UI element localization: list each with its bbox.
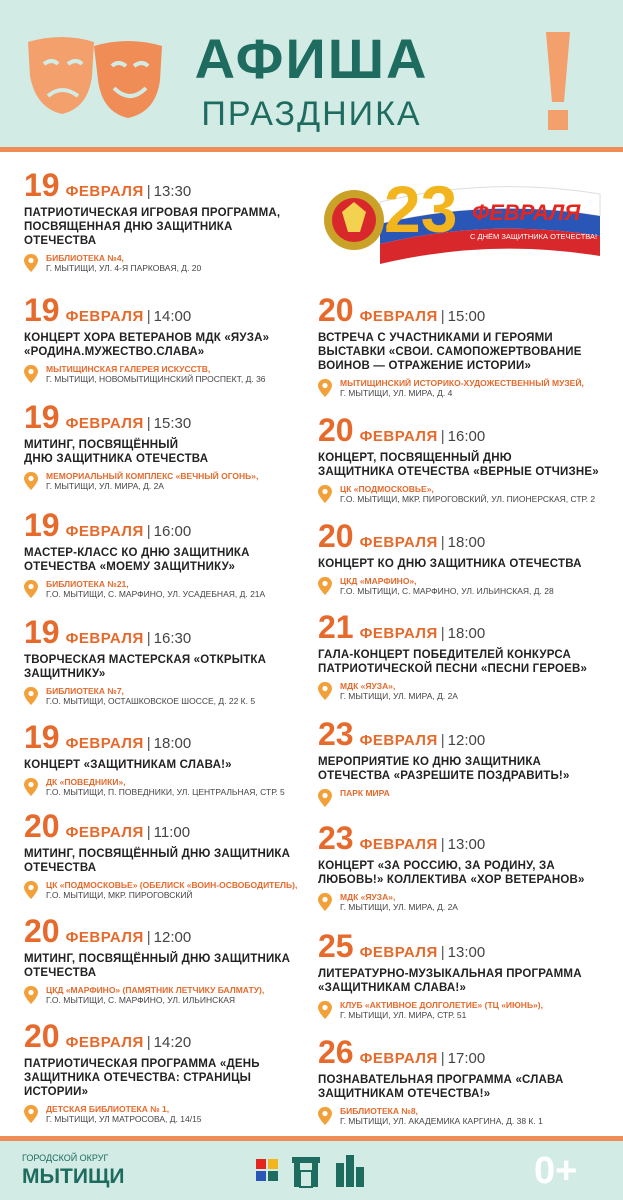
event-month: ФЕВРАЛЯ bbox=[65, 415, 144, 432]
date-separator: | bbox=[146, 1034, 151, 1051]
event-location bbox=[318, 1000, 608, 1020]
event-time: 11:00 bbox=[153, 824, 191, 841]
location-pin-icon bbox=[318, 893, 332, 911]
location-pin-icon bbox=[24, 580, 38, 598]
event-venue: ЦК «ПОДМОСКОВЬЕ» (ОБЕЛИСК «ВОИН-ОСВОБОДИТЕЛЬ), bbox=[46, 880, 298, 890]
event-day: 20 bbox=[318, 518, 354, 554]
event-venue: ЦКД «МАРФИНО» (ПАМЯТНИК ЛЕТЧИКУ БАЛМАТУ), bbox=[46, 985, 265, 995]
location-pin-icon bbox=[318, 1107, 332, 1125]
location-pin-icon bbox=[24, 778, 38, 796]
event-venue: БИБЛИОТЕКА №21, bbox=[46, 579, 129, 589]
event-location bbox=[24, 985, 312, 1005]
date-separator: | bbox=[440, 836, 445, 853]
date-separator: | bbox=[146, 735, 151, 752]
event-location bbox=[24, 1104, 312, 1124]
date-separator: | bbox=[440, 428, 445, 445]
location-pin-icon bbox=[318, 379, 332, 397]
event-month: ФЕВРАЛЯ bbox=[65, 1034, 144, 1051]
partner-logos-icon bbox=[256, 1149, 368, 1193]
event-venue: БИБЛИОТЕКА №8, bbox=[340, 1106, 418, 1116]
logo-caption: ГОРОДСКОЙ ОКРУГ bbox=[22, 1153, 109, 1163]
event-venue: ДК «ПОВЕДНИКИ», bbox=[46, 777, 126, 787]
event-month: ФЕВРАЛЯ bbox=[65, 735, 144, 752]
event-venue: БИБЛИОТЕКА №4, bbox=[46, 253, 124, 263]
event-month: ФЕВРАЛЯ bbox=[65, 523, 144, 540]
event-day: 20 bbox=[318, 412, 354, 448]
event-item bbox=[24, 1019, 312, 1124]
event-venue: МЫТИЩИНСКАЯ ГАЛЕРЕЯ ИСКУССТВ, bbox=[46, 364, 211, 374]
event-day: 21 bbox=[318, 609, 354, 645]
footer bbox=[0, 1141, 623, 1200]
event-month: ФЕВРАЛЯ bbox=[359, 308, 438, 325]
event-location bbox=[24, 253, 312, 273]
date-separator: | bbox=[440, 534, 445, 551]
date-separator: | bbox=[146, 630, 151, 647]
location-pin-icon bbox=[24, 986, 38, 1004]
event-item bbox=[318, 519, 608, 596]
event-title: КОНЦЕРТ «ЗАЩИТНИКАМ СЛАВА!» bbox=[24, 759, 232, 771]
event-time: 18:00 bbox=[153, 735, 192, 752]
feb23-banner bbox=[320, 172, 602, 268]
event-month: ФЕВРАЛЯ bbox=[65, 630, 144, 647]
event-month: ФЕВРАЛЯ bbox=[359, 428, 438, 445]
event-date bbox=[318, 717, 608, 751]
event-address: Г. МЫТИЩИ, УЛ. МИРА, Д. 2А bbox=[340, 691, 458, 701]
event-title: КОНЦЕРТ, ПОСВЯЩЕННЫЙ ДНЮ ЗАЩИТНИКА ОТЕЧЕСТВА «ВЕРНЫЕ ОТЧИЗНЕ» bbox=[318, 452, 599, 478]
event-address: Г. МЫТИЩИ, УЛ. МИРА, СТР. 51 bbox=[340, 1010, 467, 1020]
event-location bbox=[24, 880, 312, 900]
event-location bbox=[24, 686, 312, 706]
event-item bbox=[24, 809, 312, 900]
event-date bbox=[24, 400, 312, 434]
event-date bbox=[24, 615, 312, 649]
event-day: 25 bbox=[318, 928, 354, 964]
event-month: ФЕВРАЛЯ bbox=[359, 836, 438, 853]
location-pin-icon bbox=[24, 881, 38, 899]
event-title: МИТИНГ, ПОСВЯЩЁННЫЙ ДНЮ ЗАЩИТНИКА ОТЕЧЕСТВА bbox=[24, 953, 291, 979]
event-day: 20 bbox=[24, 1018, 60, 1054]
event-month: ФЕВРАЛЯ bbox=[65, 824, 144, 841]
event-item bbox=[24, 914, 312, 1005]
event-item bbox=[318, 1035, 608, 1126]
event-address: Г.О. МЫТИЩИ, С. МАРФИНО, УЛ. ИЛЬИНСКАЯ bbox=[46, 995, 236, 1005]
location-pin-icon bbox=[318, 1001, 332, 1019]
event-day: 19 bbox=[24, 292, 60, 328]
event-item bbox=[318, 610, 608, 701]
banner-number: 23 bbox=[384, 172, 458, 246]
page-title: АФИША bbox=[194, 27, 429, 90]
event-location bbox=[24, 364, 312, 384]
event-time: 13:00 bbox=[447, 836, 486, 853]
banner-caption: С ДНЁМ ЗАЩИТНИКА ОТЕЧЕСТВА! bbox=[470, 232, 598, 241]
event-venue: ПАРК МИРА bbox=[340, 788, 390, 798]
header-divider bbox=[0, 147, 623, 152]
date-separator: | bbox=[146, 183, 151, 200]
event-title: МЕРОПРИЯТИЕ КО ДНЮ ЗАЩИТНИКА ОТЕЧЕСТВА «РАЗРЕШИТЕ ПОЗДРАВИТЬ!» bbox=[318, 756, 570, 782]
date-separator: | bbox=[440, 625, 445, 642]
event-item bbox=[24, 400, 312, 491]
event-date bbox=[318, 1035, 608, 1069]
event-time: 18:00 bbox=[447, 625, 486, 642]
header bbox=[0, 0, 623, 147]
location-pin-icon bbox=[24, 472, 38, 490]
event-address: Г.О. МЫТИЩИ, П. ПОВЕДНИКИ, УЛ. ЦЕНТРАЛЬНАЯ, СТР. 5 bbox=[46, 787, 285, 797]
age-rating: 0+ bbox=[534, 1150, 578, 1192]
event-title: ПОЗНАВАТЕЛЬНАЯ ПРОГРАММА «СЛАВА ЗАЩИТНИКАМ ОТЕЧЕСТВА!» bbox=[318, 1074, 564, 1100]
event-title: ВСТРЕЧА С УЧАСТНИКАМИ И ГЕРОЯМИ ВЫСТАВКИ «СВОИ. САМОПОЖЕРТВОВАНИЕ ВОИНОВ — ОТРАЖЕНИЕ ИСТОРИИ» bbox=[318, 332, 582, 372]
event-venue: ЦКД «МАРФИНО», bbox=[340, 576, 417, 586]
date-separator: | bbox=[146, 929, 151, 946]
event-venue: МЫТИЩИНСКИЙ ИСТОРИКО-ХУДОЖЕСТВЕННЫЙ МУЗЕЙ, bbox=[340, 378, 584, 388]
event-time: 18:00 bbox=[447, 534, 486, 551]
event-month: ФЕВРАЛЯ bbox=[359, 1050, 438, 1067]
event-title: МИТИНГ, ПОСВЯЩЁННЫЙ ДНЮ ЗАЩИТНИКА ОТЕЧЕСТВА bbox=[24, 439, 209, 465]
date-separator: | bbox=[440, 1050, 445, 1067]
event-date bbox=[318, 293, 608, 327]
event-item bbox=[24, 615, 312, 706]
event-time: 12:00 bbox=[153, 929, 192, 946]
event-day: 19 bbox=[24, 507, 60, 543]
date-separator: | bbox=[440, 944, 445, 961]
event-address: Г. МЫТИЩИ, УЛ. МИРА, Д. 2А bbox=[46, 481, 164, 491]
date-separator: | bbox=[146, 824, 151, 841]
event-item bbox=[318, 413, 608, 504]
date-separator: | bbox=[440, 308, 445, 325]
date-separator: | bbox=[146, 308, 151, 325]
event-date bbox=[24, 720, 312, 754]
event-month: ФЕВРАЛЯ bbox=[65, 183, 144, 200]
event-item bbox=[24, 168, 312, 273]
event-month: ФЕВРАЛЯ bbox=[359, 944, 438, 961]
event-address: Г.О. МЫТИЩИ, ОСТАШКОВСКОЕ ШОССЕ, Д. 22 К. 5 bbox=[46, 696, 256, 706]
event-venue: МЕМОРИАЛЬНЫЙ КОМПЛЕКС «ВЕЧНЫЙ ОГОНЬ», bbox=[46, 471, 259, 481]
event-date bbox=[24, 293, 312, 327]
event-date bbox=[24, 1019, 312, 1053]
event-time: 16:30 bbox=[153, 630, 192, 647]
event-address: Г.О. МЫТИЩИ, С. МАРФИНО, УЛ. ИЛЬИНСКАЯ, Д. 28 bbox=[340, 586, 554, 596]
event-address: Г. МЫТИЩИ, УЛ. МИРА, Д. 4 bbox=[340, 388, 453, 398]
event-item bbox=[318, 293, 608, 398]
event-item bbox=[24, 720, 312, 797]
event-day: 19 bbox=[24, 399, 60, 435]
event-day: 26 bbox=[318, 1034, 354, 1070]
event-location bbox=[318, 681, 608, 701]
event-day: 19 bbox=[24, 719, 60, 755]
event-day: 19 bbox=[24, 614, 60, 650]
event-time: 14:00 bbox=[153, 308, 192, 325]
event-time: 14:20 bbox=[153, 1034, 192, 1051]
location-pin-icon bbox=[24, 365, 38, 383]
event-time: 15:00 bbox=[447, 308, 486, 325]
event-address: Г. МЫТИЩИ, УЛ. 4-Я ПАРКОВАЯ, Д. 20 bbox=[46, 263, 202, 273]
event-date bbox=[318, 821, 608, 855]
event-location bbox=[318, 378, 608, 398]
event-day: 20 bbox=[24, 913, 60, 949]
event-day: 20 bbox=[24, 808, 60, 844]
event-day: 19 bbox=[24, 167, 60, 203]
event-date bbox=[24, 809, 312, 843]
event-time: 15:30 bbox=[153, 415, 192, 432]
event-date bbox=[318, 929, 608, 963]
event-location bbox=[318, 576, 608, 596]
event-location bbox=[24, 471, 312, 491]
logo-title: МЫТИЩИ bbox=[22, 1165, 125, 1188]
event-day: 23 bbox=[318, 716, 354, 752]
event-address: Г. МЫТИЩИ, УЛ. АКАДЕМИКА КАРГИНА, Д. 38 К. 1 bbox=[340, 1116, 543, 1126]
event-location bbox=[318, 484, 608, 504]
event-item bbox=[318, 821, 608, 912]
location-pin-icon bbox=[318, 485, 332, 503]
location-pin-icon bbox=[318, 682, 332, 700]
event-title: МАСТЕР-КЛАСС КО ДНЮ ЗАЩИТНИКА ОТЕЧЕСТВА «МОЕМУ ЗАЩИТНИКУ» bbox=[24, 547, 250, 573]
event-time: 13:00 bbox=[447, 944, 486, 961]
event-venue: ДЕТСКАЯ БИБЛИОТЕКА № 1, bbox=[46, 1104, 170, 1114]
event-location bbox=[318, 788, 608, 808]
event-time: 17:00 bbox=[447, 1050, 486, 1067]
event-title: ПАТРИОТИЧЕСКАЯ ПРОГРАММА «ДЕНЬ ЗАЩИТНИКА ОТЕЧЕСТВА: СТРАНИЦЫ ИСТОРИИ» bbox=[24, 1058, 260, 1098]
event-title: КОНЦЕРТ КО ДНЮ ЗАЩИТНИКА ОТЕЧЕСТВА bbox=[318, 558, 582, 570]
event-date bbox=[318, 610, 608, 644]
location-pin-icon bbox=[318, 789, 332, 807]
date-separator: | bbox=[146, 415, 151, 432]
event-month: ФЕВРАЛЯ bbox=[65, 929, 144, 946]
event-venue: ЦК «ПОДМОСКОВЬЕ», bbox=[340, 484, 434, 494]
event-title: МИТИНГ, ПОСВЯЩЁННЫЙ ДНЮ ЗАЩИТНИКА ОТЕЧЕСТВА bbox=[24, 848, 291, 874]
event-venue: МДК «ЯУЗА», bbox=[340, 892, 396, 902]
location-pin-icon bbox=[24, 1105, 38, 1123]
event-venue: БИБЛИОТЕКА №7, bbox=[46, 686, 124, 696]
event-time: 13:30 bbox=[153, 183, 192, 200]
event-month: ФЕВРАЛЯ bbox=[65, 308, 144, 325]
event-address: Г.О. МЫТИЩИ, МКР. ПИРОГОВСКИЙ, УЛ. ПИОНЕРСКАЯ, СТР. 2 bbox=[340, 494, 596, 504]
event-title: ГАЛА-КОНЦЕРТ ПОБЕДИТЕЛЕЙ КОНКУРСА ПАТРИОТИЧЕСКОЙ ПЕСНИ «ПЕСНИ ГЕРОЕВ» bbox=[318, 649, 588, 675]
event-title: ТВОРЧЕСКАЯ МАСТЕРСКАЯ «ОТКРЫТКА ЗАЩИТНИКУ» bbox=[24, 654, 267, 680]
event-date bbox=[24, 168, 312, 202]
event-address: Г. МЫТИЩИ, УЛ МАТРОСОВА, Д. 14/15 bbox=[46, 1114, 202, 1124]
event-title: ЛИТЕРАТУРНО-МУЗЫКАЛЬНАЯ ПРОГРАММА «ЗАЩИТНИКАМ СЛАВА!» bbox=[318, 968, 582, 994]
event-item bbox=[318, 929, 608, 1020]
event-address: Г.О. МЫТИЩИ, С. МАРФИНО, УЛ. УСАДЕБНАЯ, Д. 21А bbox=[46, 589, 266, 599]
event-date bbox=[24, 914, 312, 948]
page-subtitle: ПРАЗДНИКА bbox=[201, 95, 422, 133]
event-time: 16:00 bbox=[153, 523, 192, 540]
event-address: Г. МЫТИЩИ, УЛ. МИРА, Д. 2А bbox=[340, 902, 458, 912]
event-time: 16:00 bbox=[447, 428, 486, 445]
event-location bbox=[318, 1106, 608, 1126]
event-month: ФЕВРАЛЯ bbox=[359, 625, 438, 642]
event-date bbox=[318, 519, 608, 553]
location-pin-icon bbox=[318, 577, 332, 595]
date-separator: | bbox=[440, 732, 445, 749]
event-date bbox=[318, 413, 608, 447]
event-title: ПАТРИОТИЧЕСКАЯ ИГРОВАЯ ПРОГРАММА, ПОСВЯЩЕННАЯ ДНЮ ЗАЩИТНИКА ОТЕЧЕСТВА bbox=[24, 207, 281, 247]
location-pin-icon bbox=[24, 687, 38, 705]
event-date bbox=[24, 508, 312, 542]
event-location bbox=[318, 892, 608, 912]
event-venue: МДК «ЯУЗА», bbox=[340, 681, 396, 691]
event-item bbox=[318, 717, 608, 808]
event-item bbox=[24, 508, 312, 599]
event-day: 20 bbox=[318, 292, 354, 328]
event-item bbox=[24, 293, 312, 384]
event-title: КОНЦЕРТ «ЗА РОССИЮ, ЗА РОДИНУ, ЗА ЛЮБОВЬ!» КОЛЛЕКТИВА «ХОР ВЕТЕРАНОВ» bbox=[318, 860, 585, 886]
event-day: 23 bbox=[318, 820, 354, 856]
event-address: Г. МЫТИЩИ, НОВОМЫТИЩИНСКИЙ ПРОСПЕКТ, Д. 36 bbox=[46, 374, 266, 384]
event-venue: КЛУБ «АКТИВНОЕ ДОЛГОЛЕТИЕ» (ТЦ «ИЮНЬ»), bbox=[340, 1000, 543, 1010]
location-pin-icon bbox=[24, 254, 38, 272]
banner-month: ФЕВРАЛЯ bbox=[472, 200, 581, 225]
event-address: Г.О. МЫТИЩИ, МКР. ПИРОГОВСКИЙ bbox=[46, 890, 193, 900]
event-location bbox=[24, 777, 312, 797]
event-title: КОНЦЕРТ ХОРА ВЕТЕРАНОВ МДК «ЯУЗА» «РОДИНА.МУЖЕСТВО.СЛАВА» bbox=[24, 332, 270, 358]
event-location bbox=[24, 579, 312, 599]
date-separator: | bbox=[146, 523, 151, 540]
exclamation-icon bbox=[540, 28, 576, 132]
event-month: ФЕВРАЛЯ bbox=[359, 732, 438, 749]
event-time: 12:00 bbox=[447, 732, 486, 749]
event-month: ФЕВРАЛЯ bbox=[359, 534, 438, 551]
